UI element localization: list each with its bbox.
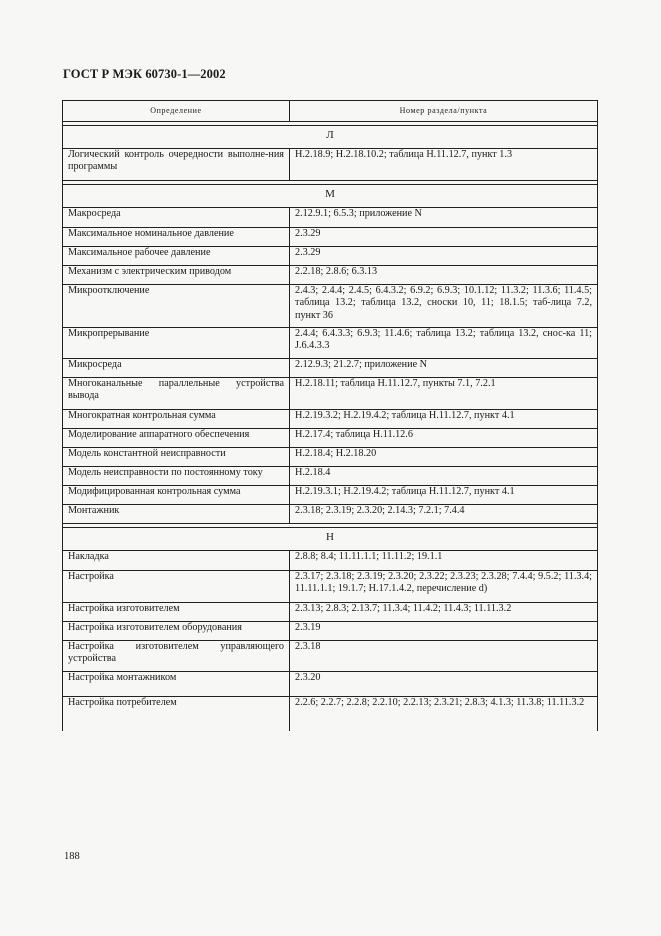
term-cell: Модифицированная контрольная сумма [63,486,290,505]
table-row [63,228,598,247]
reference-cell: 2.3.13; 2.8.3; 2.13.7; 11.3.4; 11.4.2; 11.4.3; 11.11.3.2 [290,603,598,622]
term-cell: Настройка изготовителем управляющего устройства [63,641,290,672]
reference-cell: 2.3.19 [290,622,598,641]
table-row [63,149,598,181]
table-row [63,486,598,505]
reference-cell: 2.12.9.1; 6.5.3; приложение N [290,208,598,228]
table-header [63,101,598,122]
reference-cell: 2.3.18 [290,641,598,672]
term-cell: Микропрерывание [63,328,290,359]
table-row [63,551,598,571]
reference-cell: Н.2.18.11; таблица Н.11.12.7, пункты 7.1, 7.2.1 [290,378,598,410]
table-row [63,208,598,228]
index-table [62,100,598,731]
column-header-section-number: Номер раздела/пункта [290,101,598,122]
reference-cell: Н.2.18.4; Н.2.18.20 [290,448,598,467]
document-title: ГОСТ Р МЭК 60730-1—2002 [63,67,226,81]
section-letter: Л [63,126,598,149]
reference-cell: 2.3.29 [290,228,598,247]
term-cell: Механизм с электрическим приводом [63,266,290,285]
section-letter-row [63,528,598,551]
table-row [63,697,598,732]
table-row [63,410,598,429]
term-cell: Настройка изготовителем [63,603,290,622]
section-letter: М [63,185,598,208]
term-cell: Многократная контрольная сумма [63,410,290,429]
term-cell: Микроотключение [63,285,290,328]
term-cell: Максимальное рабочее давление [63,247,290,266]
reference-cell: Н.2.18.9; Н.2.18.10.2; таблица Н.11.12.7, пункт 1.3 [290,149,598,181]
table-row [63,429,598,448]
table-row [63,467,598,486]
term-cell: Модель константной неисправности [63,448,290,467]
table-row [63,266,598,285]
term-cell: Модель неисправности по постоянному току [63,467,290,486]
term-cell: Монтажник [63,505,290,524]
term-cell: Микросреда [63,359,290,378]
table-row [63,622,598,641]
page-number: 188 [64,851,80,862]
table-row [63,448,598,467]
section-letter-row [63,185,598,208]
table-row [63,359,598,378]
term-cell: Настройка потребителем [63,697,290,732]
table-row [63,378,598,410]
term-cell: Многоканальные параллельные устройства вывода [63,378,290,410]
reference-cell: 2.4.3; 2.4.4; 2.4.5; 6.4.3.2; 6.9.2; 6.9.3; 10.1.12; 11.3.2; 11.3.6; 11.4.5; таблица 13.2; таблица 13.2, сноски 10, 11; 18.1.5; таб-лица 7.2, пункт 36 [290,285,598,328]
reference-cell: 2.3.29 [290,247,598,266]
reference-cell: Н.2.17.4; таблица Н.11.12.6 [290,429,598,448]
term-cell: Макросреда [63,208,290,228]
reference-cell: Н.2.19.3.1; Н.2.19.4.2; таблица Н.11.12.7, пункт 4.1 [290,486,598,505]
term-cell: Моделирование аппаратного обеспечения [63,429,290,448]
term-cell: Максимальное номинальное давление [63,228,290,247]
table-row [63,505,598,524]
reference-cell: 2.2.6; 2.2.7; 2.2.8; 2.2.10; 2.2.13; 2.3.21; 2.8.3; 4.1.3; 11.3.8; 11.11.3.2 [290,697,598,732]
reference-cell: 2.3.18; 2.3.19; 2.3.20; 2.14.3; 7.2.1; 7.4.4 [290,505,598,524]
reference-cell: Н.2.19.3.2; Н.2.19.4.2; таблица Н.11.12.7, пункт 4.1 [290,410,598,429]
reference-cell: 2.8.8; 8.4; 11.11.1.1; 11.11.2; 19.1.1 [290,551,598,571]
table-row [63,285,598,328]
reference-cell: Н.2.18.4 [290,467,598,486]
reference-cell: 2.3.20 [290,672,598,697]
reference-cell: 2.12.9.3; 21.2.7; приложение N [290,359,598,378]
table-row [63,328,598,359]
section-letter: Н [63,528,598,551]
term-cell: Накладка [63,551,290,571]
table-row [63,603,598,622]
column-header-definition: Определение [63,101,290,122]
table-row [63,247,598,266]
reference-cell: 2.2.18; 2.8.6; 6.3.13 [290,266,598,285]
table-row [63,672,598,697]
term-cell: Настройка [63,571,290,603]
table-row [63,641,598,672]
table-row [63,571,598,603]
term-cell: Настройка монтажником [63,672,290,697]
reference-cell: 2.3.17; 2.3.18; 2.3.19; 2.3.20; 2.3.22; 2.3.23; 2.3.28; 7.4.4; 9.5.2; 11.3.4; 11.11.1.1; 19.1.7; Н.17.1.4.2, перечисление d) [290,571,598,603]
reference-cell: 2.4.4; 6.4.3.3; 6.9.3; 11.4.6; таблица 13.2; таблица 13.2, снос-ка 11; J.6.4.3.3 [290,328,598,359]
term-cell: Логический контроль очередности выполне-ния программы [63,149,290,181]
section-letter-row [63,126,598,149]
term-cell: Настройка изготовителем оборудования [63,622,290,641]
